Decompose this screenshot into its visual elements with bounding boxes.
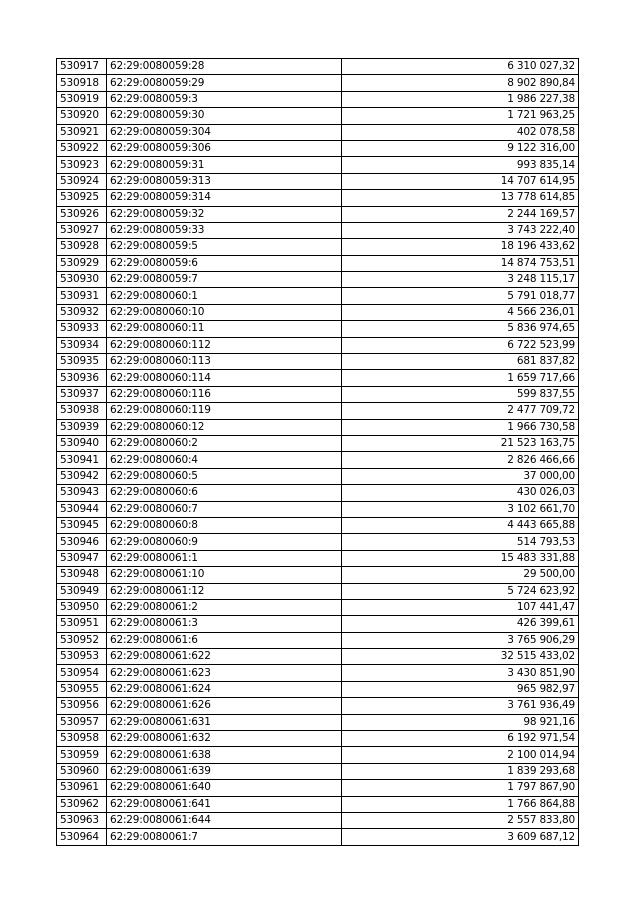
cadastral-value-cell: 599 837,55	[342, 386, 579, 402]
table-row	[57, 239, 579, 255]
cadastral-value-cell: 1 721 963,25	[342, 108, 579, 124]
cadastral-number-cell: 62:29:0080061:6	[107, 632, 342, 648]
cadastral-number-cell: 62:29:0080061:12	[107, 583, 342, 599]
row-number-cell: 530927	[57, 222, 107, 238]
cadastral-number-cell: 62:29:0080061:7	[107, 829, 342, 845]
cadastral-number-cell: 62:29:0080060:5	[107, 468, 342, 484]
cadastral-number-cell: 62:29:0080059:313	[107, 173, 342, 189]
row-number-cell: 530923	[57, 157, 107, 173]
row-number-cell: 530934	[57, 337, 107, 353]
cadastral-value-cell: 9 122 316,00	[342, 140, 579, 156]
cadastral-number-cell: 62:29:0080061:624	[107, 681, 342, 697]
cadastral-number-cell: 62:29:0080061:626	[107, 698, 342, 714]
row-number-cell: 530929	[57, 255, 107, 271]
cadastral-number-cell: 62:29:0080061:631	[107, 714, 342, 730]
cadastral-number-cell: 62:29:0080060:116	[107, 386, 342, 402]
cadastral-number-cell: 62:29:0080061:632	[107, 731, 342, 747]
table-row	[57, 501, 579, 517]
cadastral-value-cell: 2 100 014,94	[342, 747, 579, 763]
cadastral-value-cell: 3 743 222,40	[342, 222, 579, 238]
cadastral-number-cell: 62:29:0080060:8	[107, 517, 342, 533]
table-row	[57, 419, 579, 435]
cadastral-value-cell: 4 443 665,88	[342, 517, 579, 533]
cadastral-number-cell: 62:29:0080059:33	[107, 222, 342, 238]
cadastral-value-cell: 29 500,00	[342, 567, 579, 583]
table-row	[57, 288, 579, 304]
cadastral-value-cell: 3 765 906,29	[342, 632, 579, 648]
table-row	[57, 222, 579, 238]
table-row	[57, 681, 579, 697]
row-number-cell: 530926	[57, 206, 107, 222]
table-row	[57, 157, 579, 173]
cadastral-value-cell: 15 483 331,88	[342, 550, 579, 566]
cadastral-value-cell: 13 778 614,85	[342, 190, 579, 206]
table-row	[57, 747, 579, 763]
row-number-cell: 530930	[57, 272, 107, 288]
cadastral-number-cell: 62:29:0080059:30	[107, 108, 342, 124]
cadastral-number-cell: 62:29:0080061:1	[107, 550, 342, 566]
cadastral-value-cell: 5 791 018,77	[342, 288, 579, 304]
cadastral-number-cell: 62:29:0080061:639	[107, 763, 342, 779]
cadastral-number-cell: 62:29:0080060:113	[107, 354, 342, 370]
table-row	[57, 616, 579, 632]
row-number-cell: 530924	[57, 173, 107, 189]
cadastral-value-cell: 1 966 730,58	[342, 419, 579, 435]
table-row	[57, 763, 579, 779]
table-row	[57, 91, 579, 107]
cadastral-value-cell: 3 609 687,12	[342, 829, 579, 845]
cadastral-value-cell: 1 659 717,66	[342, 370, 579, 386]
table-row	[57, 354, 579, 370]
cadastral-number-cell: 62:29:0080059:306	[107, 140, 342, 156]
cadastral-value-cell: 18 196 433,62	[342, 239, 579, 255]
cadastral-number-cell: 62:29:0080060:114	[107, 370, 342, 386]
table-row	[57, 190, 579, 206]
row-number-cell: 530956	[57, 698, 107, 714]
table-row	[57, 567, 579, 583]
row-number-cell: 530961	[57, 780, 107, 796]
cadastral-value-cell: 3 248 115,17	[342, 272, 579, 288]
cadastral-value-cell: 965 982,97	[342, 681, 579, 697]
table-row	[57, 485, 579, 501]
cadastral-value-cell: 1 766 864,88	[342, 796, 579, 812]
cadastral-value-cell: 1 797 867,90	[342, 780, 579, 796]
row-number-cell: 530944	[57, 501, 107, 517]
row-number-cell: 530959	[57, 747, 107, 763]
cadastral-number-cell: 62:29:0080060:112	[107, 337, 342, 353]
cadastral-number-cell: 62:29:0080061:638	[107, 747, 342, 763]
row-number-cell: 530925	[57, 190, 107, 206]
row-number-cell: 530918	[57, 75, 107, 91]
cadastral-number-cell: 62:29:0080059:304	[107, 124, 342, 140]
table-row	[57, 550, 579, 566]
table-row	[57, 632, 579, 648]
row-number-cell: 530964	[57, 829, 107, 845]
cadastral-value-cell: 107 441,47	[342, 599, 579, 615]
cadastral-number-cell: 62:29:0080059:3	[107, 91, 342, 107]
cadastral-number-cell: 62:29:0080060:6	[107, 485, 342, 501]
cadastral-number-cell: 62:29:0080059:7	[107, 272, 342, 288]
table-row	[57, 108, 579, 124]
table-row	[57, 337, 579, 353]
row-number-cell: 530948	[57, 567, 107, 583]
cadastral-number-cell: 62:29:0080061:2	[107, 599, 342, 615]
cadastral-number-cell: 62:29:0080059:6	[107, 255, 342, 271]
cadastral-value-cell: 6 722 523,99	[342, 337, 579, 353]
row-number-cell: 530942	[57, 468, 107, 484]
row-number-cell: 530951	[57, 616, 107, 632]
row-number-cell: 530958	[57, 731, 107, 747]
cadastral-value-cell: 5 724 623,92	[342, 583, 579, 599]
row-number-cell: 530960	[57, 763, 107, 779]
cadastral-number-cell: 62:29:0080059:31	[107, 157, 342, 173]
cadastral-value-cell: 2 557 833,80	[342, 812, 579, 828]
cadastral-value-cell: 2 244 169,57	[342, 206, 579, 222]
cadastral-number-cell: 62:29:0080059:5	[107, 239, 342, 255]
row-number-cell: 530936	[57, 370, 107, 386]
cadastral-value-cell: 98 921,16	[342, 714, 579, 730]
table-row	[57, 255, 579, 271]
cadastral-number-cell: 62:29:0080061:623	[107, 665, 342, 681]
cadastral-number-cell: 62:29:0080059:28	[107, 59, 342, 75]
row-number-cell: 530939	[57, 419, 107, 435]
cadastral-number-cell: 62:29:0080060:7	[107, 501, 342, 517]
cadastral-number-cell: 62:29:0080060:4	[107, 452, 342, 468]
table-row	[57, 140, 579, 156]
table-row	[57, 649, 579, 665]
cadastral-value-cell: 6 310 027,32	[342, 59, 579, 75]
cadastral-value-cell: 514 793,53	[342, 534, 579, 550]
table-row	[57, 435, 579, 451]
row-number-cell: 530955	[57, 681, 107, 697]
cadastral-value-cell: 14 707 614,95	[342, 173, 579, 189]
row-number-cell: 530947	[57, 550, 107, 566]
cadastral-value-cell: 5 836 974,65	[342, 321, 579, 337]
cadastral-value-cell: 426 399,61	[342, 616, 579, 632]
cadastral-number-cell: 62:29:0080061:641	[107, 796, 342, 812]
cadastral-value-cell: 37 000,00	[342, 468, 579, 484]
table-row	[57, 452, 579, 468]
table-row	[57, 599, 579, 615]
table-row	[57, 370, 579, 386]
cadastral-value-cell: 32 515 433,02	[342, 649, 579, 665]
cadastral-value-cell: 14 874 753,51	[342, 255, 579, 271]
row-number-cell: 530917	[57, 59, 107, 75]
table-row	[57, 812, 579, 828]
cadastral-number-cell: 62:29:0080060:10	[107, 304, 342, 320]
cadastral-number-cell: 62:29:0080059:314	[107, 190, 342, 206]
row-number-cell: 530937	[57, 386, 107, 402]
table-body	[57, 59, 579, 846]
cadastral-value-cell: 2 826 466,66	[342, 452, 579, 468]
cadastral-value-cell: 1 839 293,68	[342, 763, 579, 779]
table-row	[57, 796, 579, 812]
row-number-cell: 530953	[57, 649, 107, 665]
row-number-cell: 530963	[57, 812, 107, 828]
row-number-cell: 530919	[57, 91, 107, 107]
cadastral-value-cell: 6 192 971,54	[342, 731, 579, 747]
row-number-cell: 530920	[57, 108, 107, 124]
cadastral-number-cell: 62:29:0080060:12	[107, 419, 342, 435]
row-number-cell: 530928	[57, 239, 107, 255]
table-row	[57, 714, 579, 730]
cadastral-number-cell: 62:29:0080061:622	[107, 649, 342, 665]
cadastral-number-cell: 62:29:0080060:2	[107, 435, 342, 451]
table-row	[57, 272, 579, 288]
row-number-cell: 530933	[57, 321, 107, 337]
cadastral-value-table	[56, 58, 579, 846]
row-number-cell: 530932	[57, 304, 107, 320]
row-number-cell: 530946	[57, 534, 107, 550]
table-row	[57, 517, 579, 533]
cadastral-value-cell: 3 761 936,49	[342, 698, 579, 714]
cadastral-value-cell: 8 902 890,84	[342, 75, 579, 91]
table-row	[57, 386, 579, 402]
row-number-cell: 530954	[57, 665, 107, 681]
row-number-cell: 530952	[57, 632, 107, 648]
row-number-cell: 530941	[57, 452, 107, 468]
cadastral-number-cell: 62:29:0080060:11	[107, 321, 342, 337]
cadastral-number-cell: 62:29:0080060:9	[107, 534, 342, 550]
cadastral-value-cell: 21 523 163,75	[342, 435, 579, 451]
row-number-cell: 530943	[57, 485, 107, 501]
row-number-cell: 530962	[57, 796, 107, 812]
cadastral-value-cell: 2 477 709,72	[342, 403, 579, 419]
table-row	[57, 403, 579, 419]
row-number-cell: 530950	[57, 599, 107, 615]
row-number-cell: 530921	[57, 124, 107, 140]
cadastral-number-cell: 62:29:0080061:640	[107, 780, 342, 796]
table-row	[57, 304, 579, 320]
table-row	[57, 534, 579, 550]
cadastral-value-cell: 3 430 851,90	[342, 665, 579, 681]
cadastral-number-cell: 62:29:0080059:29	[107, 75, 342, 91]
cadastral-value-cell: 3 102 661,70	[342, 501, 579, 517]
cadastral-number-cell: 62:29:0080061:3	[107, 616, 342, 632]
table-row	[57, 780, 579, 796]
table-row	[57, 829, 579, 845]
table-row	[57, 731, 579, 747]
cadastral-number-cell: 62:29:0080060:1	[107, 288, 342, 304]
cadastral-value-cell: 1 986 227,38	[342, 91, 579, 107]
table-row	[57, 698, 579, 714]
table-row	[57, 173, 579, 189]
row-number-cell: 530957	[57, 714, 107, 730]
row-number-cell: 530931	[57, 288, 107, 304]
row-number-cell: 530949	[57, 583, 107, 599]
table-row	[57, 468, 579, 484]
cadastral-value-cell: 430 026,03	[342, 485, 579, 501]
row-number-cell: 530945	[57, 517, 107, 533]
cadastral-number-cell: 62:29:0080060:119	[107, 403, 342, 419]
table-row	[57, 59, 579, 75]
table-row	[57, 583, 579, 599]
cadastral-number-cell: 62:29:0080061:10	[107, 567, 342, 583]
table-row	[57, 206, 579, 222]
table-row	[57, 665, 579, 681]
row-number-cell: 530940	[57, 435, 107, 451]
cadastral-value-cell: 993 835,14	[342, 157, 579, 173]
row-number-cell: 530938	[57, 403, 107, 419]
table-row	[57, 321, 579, 337]
cadastral-number-cell: 62:29:0080061:644	[107, 812, 342, 828]
cadastral-value-cell: 4 566 236,01	[342, 304, 579, 320]
cadastral-value-cell: 402 078,58	[342, 124, 579, 140]
row-number-cell: 530935	[57, 354, 107, 370]
table-row	[57, 124, 579, 140]
table-row	[57, 75, 579, 91]
cadastral-number-cell: 62:29:0080059:32	[107, 206, 342, 222]
cadastral-value-cell: 681 837,82	[342, 354, 579, 370]
row-number-cell: 530922	[57, 140, 107, 156]
